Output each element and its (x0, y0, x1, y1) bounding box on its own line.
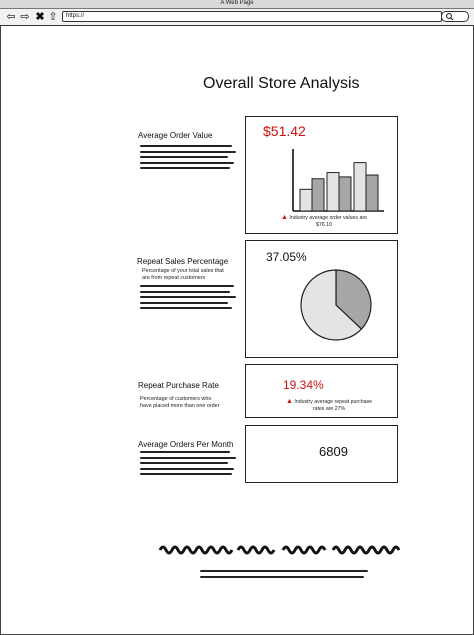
home-icon[interactable]: ⇧ (48, 11, 58, 23)
bar (366, 175, 378, 211)
bar (327, 173, 339, 211)
bar (354, 163, 366, 211)
browser-toolbar (0, 9, 474, 26)
bar (300, 189, 312, 211)
aov-value: $51.42 (263, 123, 306, 139)
window-title: A Web Page (220, 0, 254, 6)
orders-month-label: Average Orders Per Month (138, 440, 234, 449)
aov-label: Average Order Value (138, 131, 213, 140)
forward-arrow-icon[interactable]: ⇨ (20, 11, 30, 23)
search-icon (445, 12, 455, 21)
footer-heading-scribble (158, 538, 413, 558)
orders-month-value: 6809 (319, 444, 348, 459)
repeat-purchase-note-text: Industry average repeat purchase rates are 27% (294, 399, 372, 412)
warning-icon: ▲ (281, 214, 288, 221)
close-icon[interactable]: ✖ (35, 11, 45, 23)
browser-titlebar (0, 0, 474, 9)
address-bar[interactable]: https:// (62, 11, 442, 22)
search-field[interactable] (441, 11, 469, 22)
bar (339, 177, 351, 211)
placeholder-text (140, 451, 236, 479)
repeat-sales-pie-chart (299, 268, 373, 342)
placeholder-text (140, 285, 236, 313)
repeat-sales-value: 37.05% (266, 250, 307, 264)
back-arrow-icon[interactable]: ⇦ (6, 11, 16, 23)
footer-text-scribble (200, 570, 370, 581)
page-title: Overall Store Analysis (203, 75, 360, 92)
aov-bar-chart (286, 147, 386, 213)
aov-note-text: Industry average order values are $76.10 (289, 215, 367, 228)
repeat-sales-description: Percentage of your total sales that are from repeat customers (142, 268, 224, 281)
repeat-purchase-label: Repeat Purchase Rate (138, 381, 219, 390)
repeat-sales-label: Repeat Sales Percentage (137, 257, 229, 266)
aov-note (274, 214, 374, 229)
repeat-purchase-description: Percentage of customers who have placed more than one order (140, 396, 220, 409)
repeat-sales-panel (245, 240, 398, 358)
orders-month-panel (245, 425, 398, 483)
repeat-purchase-value: 19.34% (283, 378, 324, 392)
repeat-purchase-panel (245, 364, 398, 418)
bar (312, 179, 324, 211)
placeholder-text (140, 145, 236, 173)
repeat-purchase-note (284, 398, 374, 413)
aov-panel (245, 116, 398, 234)
warning-icon: ▲ (286, 398, 293, 405)
